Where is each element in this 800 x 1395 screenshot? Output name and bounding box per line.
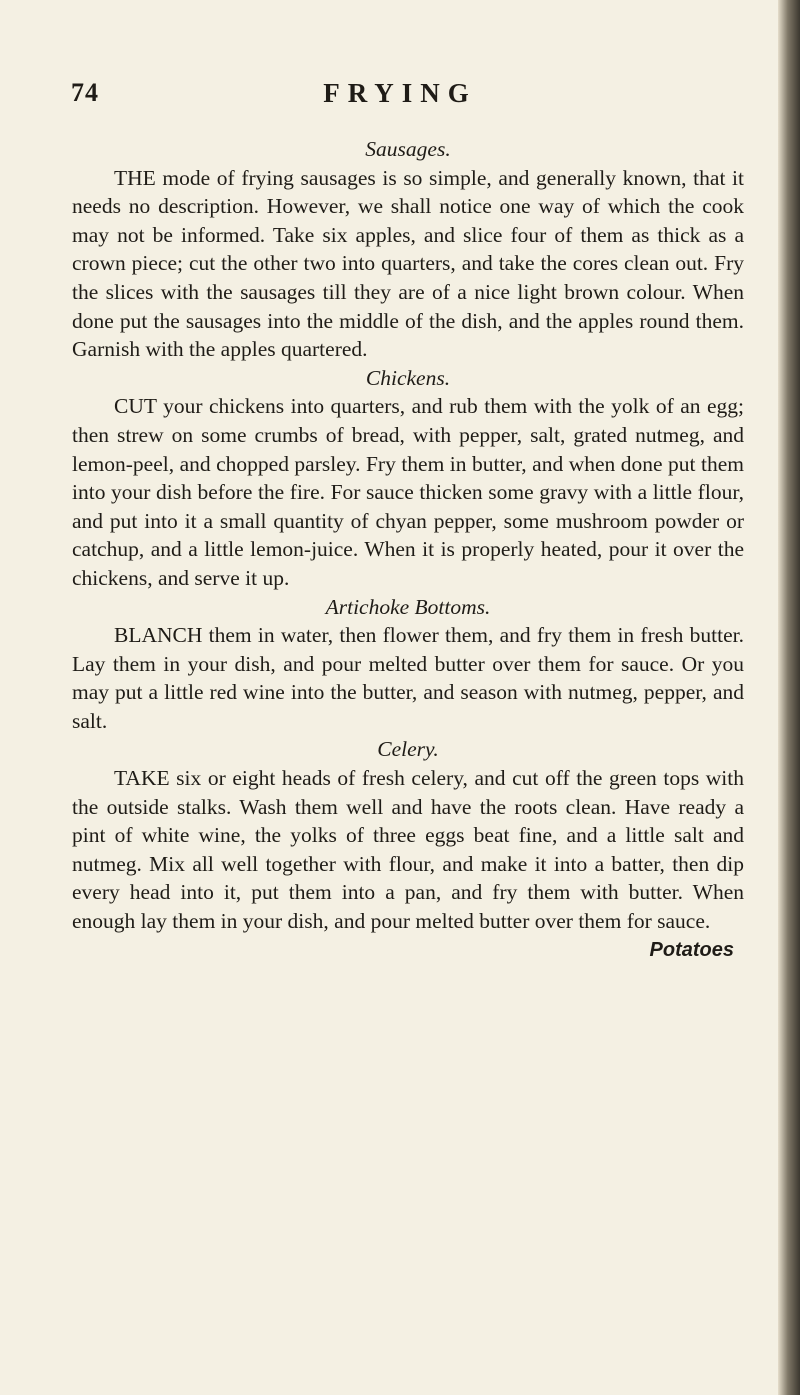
section-body-artichoke-bottoms: BLANCH them in water, then flower them, and fry them in fresh butter. Lay them in your dish, and pour melted butter over them for sauce. Or you may put a little red wine into the butter, and season with nutmeg, pepper, and salt. <box>72 623 744 733</box>
section-body-chickens: CUT your chickens into quarters, and rub them with the yolk of an egg; then strew on some crumbs of bread, with pepper, salt, grated nutmeg, and lemon-peel, and chopped parsley. Fry them in butter, and when done put them into your dish before the fire. For sauce thicken some gravy with a little flour, and put into it a small quantity of chyan pepper, some mushroom powder or catchup, and a little lemon-juice. When it is properly heated, pour it over the chickens, and serve it up. <box>72 394 744 590</box>
section-heading-artichoke-bottoms: Artichoke Bottoms. <box>325 594 491 619</box>
section-heading-celery: Celery. <box>377 737 439 762</box>
section-body-sausages: THE mode of frying sausages is so simple, and generally known, that it needs no description. However, we shall notice one way of which the cook may not be informed. Take six apples, and slice four of them as thick as a crown piece; cut the other two into quarters, and take the cores clean out. Fry the slices with the sausages till they are of a nice light brown colour. When done put the sausages into the middle of the dish, and the apples round them. Garnish with the apples quartered. <box>72 165 744 362</box>
section-heading-sausages: Sausages. <box>365 137 451 161</box>
running-head: FRYING <box>323 78 477 108</box>
catchword: Potatoes <box>649 938 734 961</box>
page-text <box>72 135 744 964</box>
page-header <box>0 78 800 118</box>
page-edge <box>778 0 800 1395</box>
section-heading-chickens: Chickens. <box>365 365 451 390</box>
page-number: 74 <box>71 78 99 107</box>
section-body-celery: TAKE six or eight heads of fresh celery, and cut off the green tops with the outside stalks. Wash them well and have the roots clean. Have ready a pint of white wine, the yolks of three eggs beat fine, and a little salt and nutmeg. Mix all well together with flour, and make it into a batter, then dip every head into it, put them into a pan, and fry them with butter. When enough lay them in your dish, and pour melted butter over them for sauce. <box>72 766 744 934</box>
